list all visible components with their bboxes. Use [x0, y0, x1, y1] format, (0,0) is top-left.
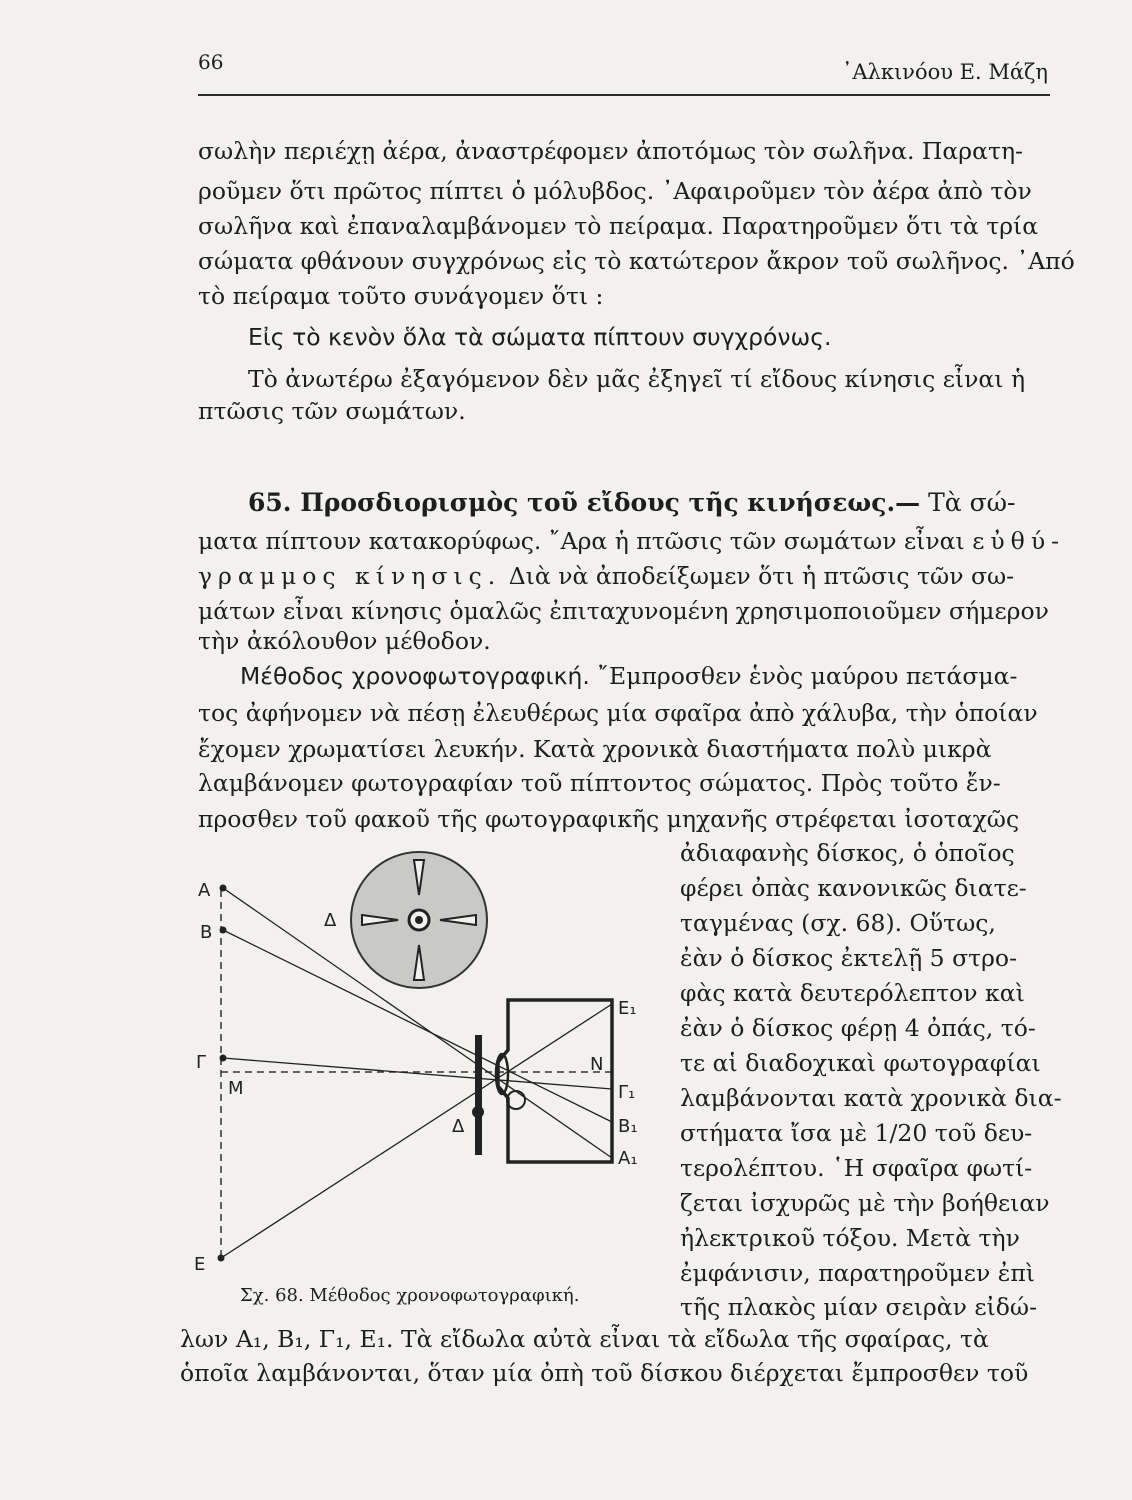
text-line: στήματα ἴσα μὲ 1/20 τοῦ δευ- — [680, 1119, 1033, 1147]
text-line: φέρει ὀπὰς κανονικῶς διατε- — [680, 874, 1027, 902]
label-M: Μ — [228, 1078, 244, 1099]
figure-caption: Σχ. 68. Μέθοδος χρονοφωτογραφική. — [240, 1285, 580, 1306]
text-line: λαμβάνομεν φωτογραφίαν τοῦ πίπτοντος σώματος. Πρὸς τοῦτο ἔν- — [198, 769, 1001, 797]
text-line: φὰς κατὰ δευτερόλεπτον καὶ — [680, 979, 1025, 1007]
figure-68 — [186, 840, 666, 1280]
label-N: Ν — [590, 1054, 604, 1075]
header-rule — [198, 94, 1050, 96]
text-line — [198, 562, 1015, 590]
running-head: ᾽Αλκινόου Ε. Μάζη — [841, 60, 1048, 84]
text-line: λαμβάνονται κατὰ χρονικὰ δια- — [680, 1084, 1062, 1112]
text-line: ἐὰν ὁ δίσκος ἐκτελῇ 5 στρο- — [680, 944, 1018, 972]
disc-center-dot — [415, 916, 423, 924]
text-segment: ματα πίπτουν κατακορύφως. ῎Αρα ἡ πτῶσις τῶν σωμάτων εἶναι — [198, 527, 965, 555]
label-D-lens: Δ — [452, 1116, 465, 1137]
section-heading-line — [248, 490, 1016, 515]
label-G: Γ — [196, 1052, 207, 1073]
ray-E — [221, 1004, 612, 1258]
text-line: σώματα φθάνουν συγχρόνως εἰς τὸ κατώτερον ἄκρον τοῦ σωλῆνος. ᾽Από — [198, 247, 1075, 275]
text-line: τὴν ἀκόλουθον μέθοδον. — [198, 627, 491, 655]
label-B1: Β₁ — [618, 1116, 638, 1137]
text-line: ἀδιαφανὴς δίσκος, ὁ ὁποῖος — [680, 839, 1015, 867]
text-line: τὸ πείραμα τοῦτο συνάγομεν ὅτι : — [198, 282, 604, 310]
text-line: μάτων εἶναι κίνησις ὁμαλῶς ἐπιταχυνομένη χρησιμοποιοῦμεν σήμερον — [198, 597, 1049, 625]
text-line: Τὸ ἀνωτέρω ἐξαγόμενον δὲν μᾶς ἐξηγεῖ τί εἴδους κίνησις εἶναι ἡ — [248, 365, 1026, 393]
section-heading: 65. Προσδιορισμὸς τοῦ εἴδους τῆς κινήσεως.— — [248, 488, 921, 517]
text-line: ροῦμεν ὅτι πρῶτος πίπτει ὁ μόλυβδος. ᾽Αφαιροῦμεν τὸν ἀέρα ἀπὸ τὸν — [198, 177, 1032, 205]
text-line: σωλῆνα καὶ ἐπαναλαμβάνομεν τὸ πείραμα. Παρατηροῦμεν ὅτι τὰ τρία — [198, 212, 1039, 240]
page-number: 66 — [198, 50, 224, 74]
spaced-term: εὐθύ- — [972, 527, 1066, 555]
spaced-term: γραμμος κίνησις. — [198, 562, 502, 590]
text-segment: Διὰ νὰ ἀποδείξωμεν ὅτι ἡ πτῶσις τῶν σω- — [508, 562, 1015, 590]
text-line: τος ἀφήνομεν νὰ πέσῃ ἐλευθέρως μία σφαῖρα ἀπὸ χάλυβα, τὴν ὁποίαν — [198, 699, 1038, 727]
disc-axle — [472, 1106, 484, 1118]
text-line: ἔχομεν χρωματίσει λευκήν. Κατὰ χρονικὰ διαστήματα πολὺ μικρὰ — [198, 735, 992, 763]
label-A1: Α₁ — [618, 1148, 638, 1169]
text-line: λων Α₁, Β₁, Γ₁, Ε₁. Τὰ εἴδωλα αὐτὰ εἶναι τὰ εἴδωλα τῆς σφαίρας, τὰ — [180, 1325, 989, 1353]
chronophotography-diagram — [186, 840, 666, 1280]
label-B: Β — [200, 922, 213, 943]
label-E1: Ε₁ — [618, 998, 637, 1019]
section-heading-continuation: Τὰ σώ- — [920, 488, 1016, 517]
conclusion-statement: Εἰς τὸ κενὸν ὅλα τὰ σώματα πίπτουν συγχρόνως. — [248, 323, 832, 351]
text-line: ζεται ἰσχυρῶς μὲ τὴν βοήθειαν — [680, 1189, 1050, 1217]
disc-edge — [475, 1035, 482, 1155]
text-line: προσθεν τοῦ φακοῦ τῆς φωτογραφικῆς μηχανῆς στρέφεται ἰσοταχῶς — [198, 805, 1020, 833]
text-line: ταγμένας (σχ. 68). Οὕτως, — [680, 909, 996, 937]
text-line: ὁποῖα λαμβάνονται, ὅταν μία ὀπὴ τοῦ δίσκου διέρχεται ἔμπροσθεν τοῦ — [180, 1359, 1029, 1387]
text-line — [198, 527, 1066, 555]
text-line: ἐμφάνισιν, παρατηροῦμεν ἐπὶ — [680, 1259, 1035, 1287]
method-title: Μέθοδος χρονοφωτογραφική. — [240, 662, 590, 690]
label-E: Ε — [194, 1254, 206, 1275]
text-line: ἐὰν ὁ δίσκος φέρῃ 4 ὀπάς, τό- — [680, 1014, 1036, 1042]
text-line: σωλὴν περιέχῃ ἀέρα, ἀναστρέφομεν ἀποτόμως τὸν σωλῆνα. Παρατη- — [198, 137, 1024, 165]
text-line: τῆς πλακὸς μίαν σειρὰν εἰδώ- — [680, 1293, 1038, 1321]
text-line: πτῶσις τῶν σωμάτων. — [198, 397, 466, 425]
ray-G — [223, 1058, 612, 1089]
text-line: τερολέπτου. ῾Η σφαῖρα φωτί- — [680, 1154, 1033, 1182]
text-segment: ῎Εμπροσθεν ἑνὸς μαύρου πετάσμα- — [589, 662, 1018, 690]
text-line: ἠλεκτρικοῦ τόξου. Μετὰ τὴν — [680, 1224, 1020, 1252]
label-G1: Γ₁ — [618, 1082, 636, 1103]
text-line — [240, 662, 1018, 690]
rotating-disc — [351, 852, 487, 988]
label-D-disc: Δ — [324, 910, 337, 931]
label-A: Α — [198, 880, 211, 901]
text-line: τε αἱ διαδοχικαὶ φωτογραφίαι — [680, 1049, 1041, 1077]
